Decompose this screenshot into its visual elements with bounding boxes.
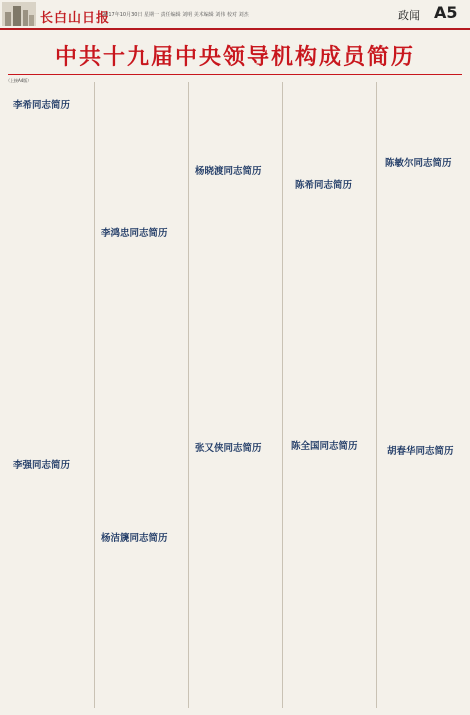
article-body [380, 396, 464, 436]
article-column-4 [286, 78, 372, 710]
bio-title: 李强同志简历 [12, 457, 71, 471]
page-headline: 中共十九届中央领导机构成员简历 [54, 45, 415, 70]
column-divider [282, 82, 283, 708]
bio-title: 杨洁篪同志简历 [100, 530, 169, 544]
article-body [98, 548, 184, 710]
article-body [6, 470, 92, 710]
page-code: A5 [434, 3, 458, 22]
bio-title: 胡春华同志简历 [386, 443, 455, 457]
article-column-1 [6, 78, 92, 710]
bio-title: 陈希同志简历 [294, 177, 353, 191]
column-divider [188, 82, 189, 708]
article-body [98, 80, 184, 230]
column-divider [94, 82, 95, 708]
bio-title: 张又侠同志简历 [194, 440, 263, 454]
article-body [6, 104, 92, 454]
newspaper-masthead: 长白山日报 [40, 11, 111, 26]
bio-title: 陈敏尔同志简历 [384, 155, 453, 169]
article-column-2 [98, 78, 184, 710]
column-divider [376, 82, 377, 708]
article-column-5 [380, 78, 464, 710]
continuation-note: （上接A4版） [6, 78, 32, 83]
article-body [98, 250, 184, 520]
headline-divider [8, 74, 462, 75]
article-body [192, 200, 278, 500]
dateline: 2017年10月30日 星期一 责任编辑 刘明 美术编辑 刘伟 校对 刘杰 [102, 12, 249, 18]
bio-title: 杨晓渡同志简历 [194, 163, 263, 177]
building-logo-icon [2, 2, 36, 26]
article-body [380, 80, 464, 152]
bio-title: 李希同志简历 [12, 97, 71, 111]
article-body [286, 448, 372, 710]
article-body [286, 80, 372, 170]
bio-title: 陈全国同志简历 [290, 438, 359, 452]
section-name: 政闻 [398, 9, 420, 22]
bio-title: 李鸿忠同志简历 [100, 225, 169, 239]
article-body [380, 174, 464, 384]
page-header [0, 0, 470, 30]
article-body [380, 462, 464, 710]
article-body [192, 460, 278, 710]
